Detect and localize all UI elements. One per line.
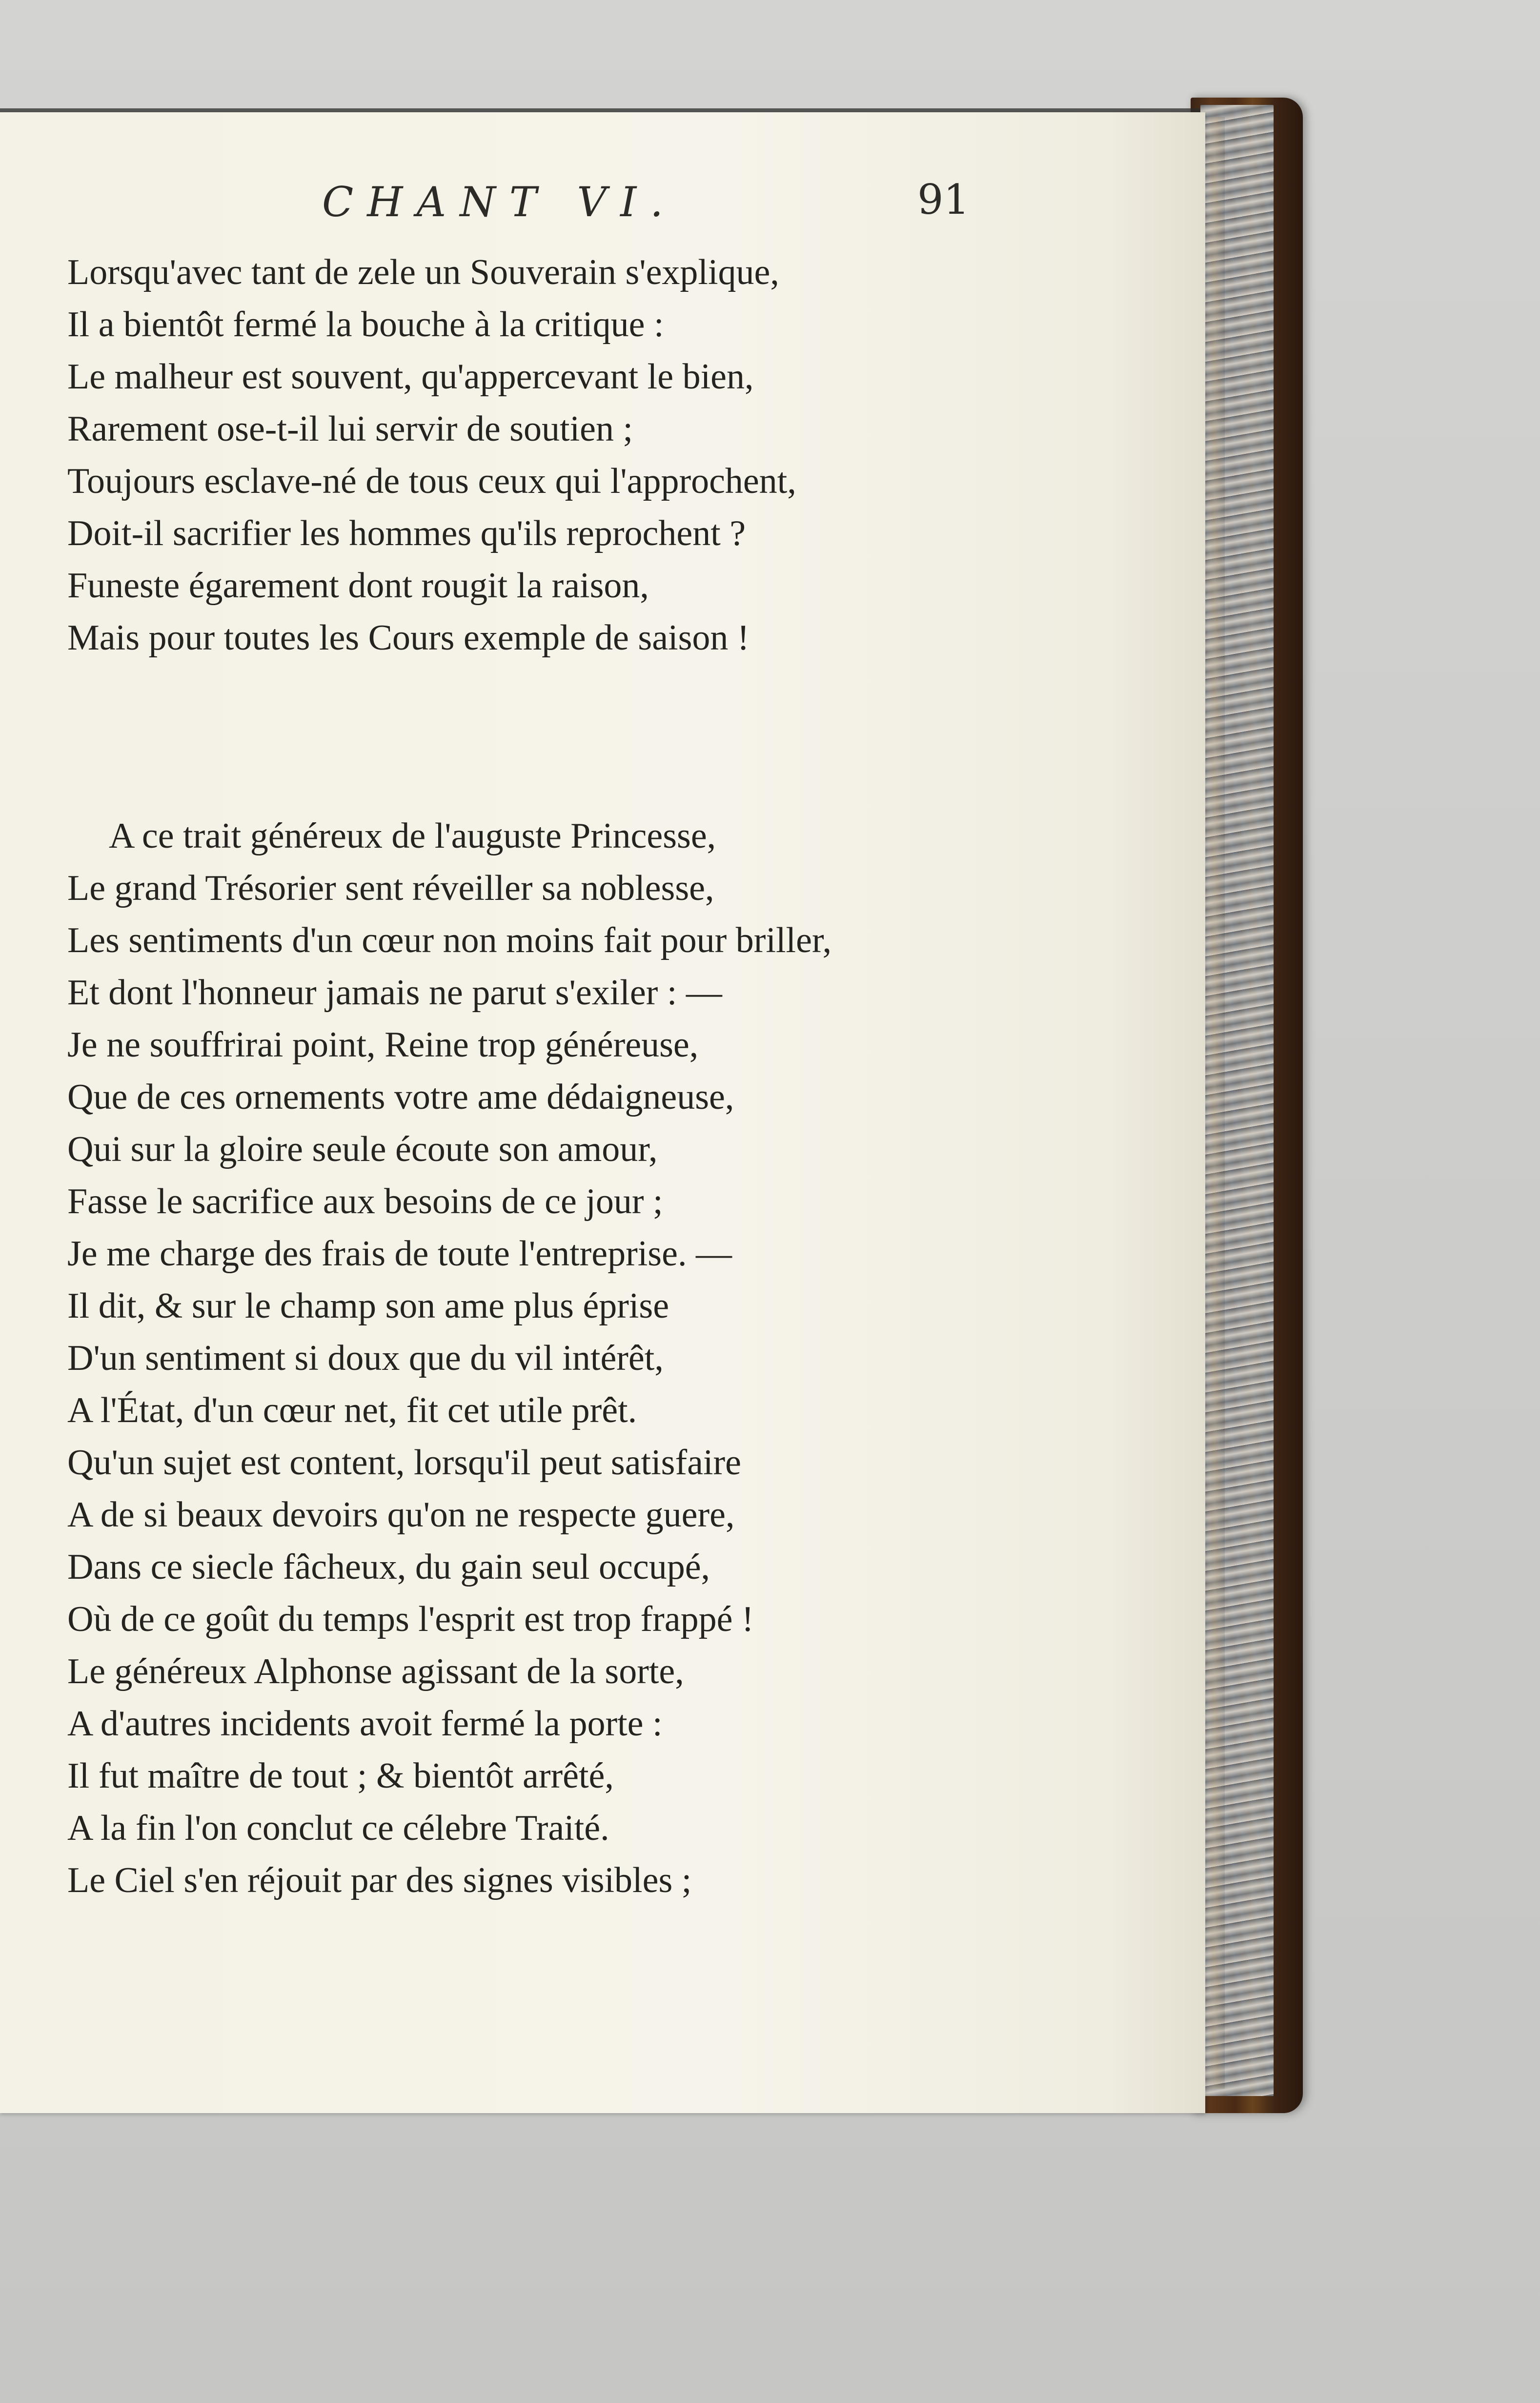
verse-line: A la fin l'on conclut ce célebre Traité. [67, 1808, 609, 1848]
verse-line: Lorsqu'avec tant de zele un Souverain s'explique, [67, 252, 779, 292]
verse-line: Fasse le sacrifice aux besoins de ce jour ; [67, 1181, 663, 1222]
page-number: 91 [917, 176, 970, 224]
stanza-1 [67, 246, 994, 664]
verse-line: Rarement ose-t-il lui servir de soutien ; [67, 409, 633, 449]
running-head: CHANT VI. [322, 178, 677, 226]
verse-line: Toujours esclave-né de tous ceux qui l'approchent, [67, 461, 796, 501]
verse-line: Qu'un sujet est content, lorsqu'il peut satisfaire [67, 1443, 741, 1483]
verse-line: Il dit, & sur le champ son ame plus éprise [67, 1286, 669, 1326]
verse-line: Le généreux Alphonse agissant de la sorte, [67, 1651, 684, 1691]
verse-line: Et dont l'honneur jamais ne parut s'exiler : — [67, 973, 722, 1013]
verse-line: Que de ces ornements votre ame dédaigneuse, [67, 1077, 734, 1117]
book-cover-edge [1205, 117, 1225, 2089]
verse-line: A d'autres incidents avoit fermé la porte : [67, 1704, 663, 1744]
verse-line: A ce trait généreux de l'auguste Princesse, [109, 816, 716, 856]
verse-line: Doit-il sacrifier les hommes qu'ils reprochent ? [67, 513, 746, 553]
verse-line: Je me charge des frais de toute l'entreprise. — [67, 1234, 732, 1274]
page-top-edge [0, 108, 1200, 112]
verse-line: A l'État, d'un cœur net, fit cet utile prêt. [67, 1390, 637, 1430]
verse-line: Qui sur la gloire seule écoute son amour, [67, 1129, 658, 1169]
verse-line: Le Ciel s'en réjouit par des signes visibles ; [67, 1860, 692, 1900]
verse-line: Dans ce siecle fâcheux, du gain seul occupé, [67, 1547, 710, 1587]
verse-line: Funeste égarement dont rougit la raison, [67, 566, 649, 606]
verse-line: D'un sentiment si doux que du vil intérêt, [67, 1338, 664, 1378]
verse-line: Mais pour toutes les Cours exemple de saison ! [67, 618, 750, 658]
verse-line: A de si beaux devoirs qu'on ne respecte guere, [67, 1495, 735, 1535]
verse-line: Le malheur est souvent, qu'appercevant le bien, [67, 357, 754, 397]
verse-line: Il a bientôt fermé la bouche à la critique : [67, 305, 664, 345]
verse-line: Le grand Trésorier sent réveiller sa noblesse, [67, 868, 714, 908]
stanza-2 [67, 810, 994, 1907]
verse-line: Je ne souffrirai point, Reine trop généreuse, [67, 1025, 699, 1065]
verse-line: Les sentiments d'un cœur non moins fait pour briller, [67, 920, 832, 960]
verse-line: Où de ce goût du temps l'esprit est trop frappé ! [67, 1599, 754, 1639]
verse-line: Il fut maître de tout ; & bientôt arrêté, [67, 1756, 614, 1796]
